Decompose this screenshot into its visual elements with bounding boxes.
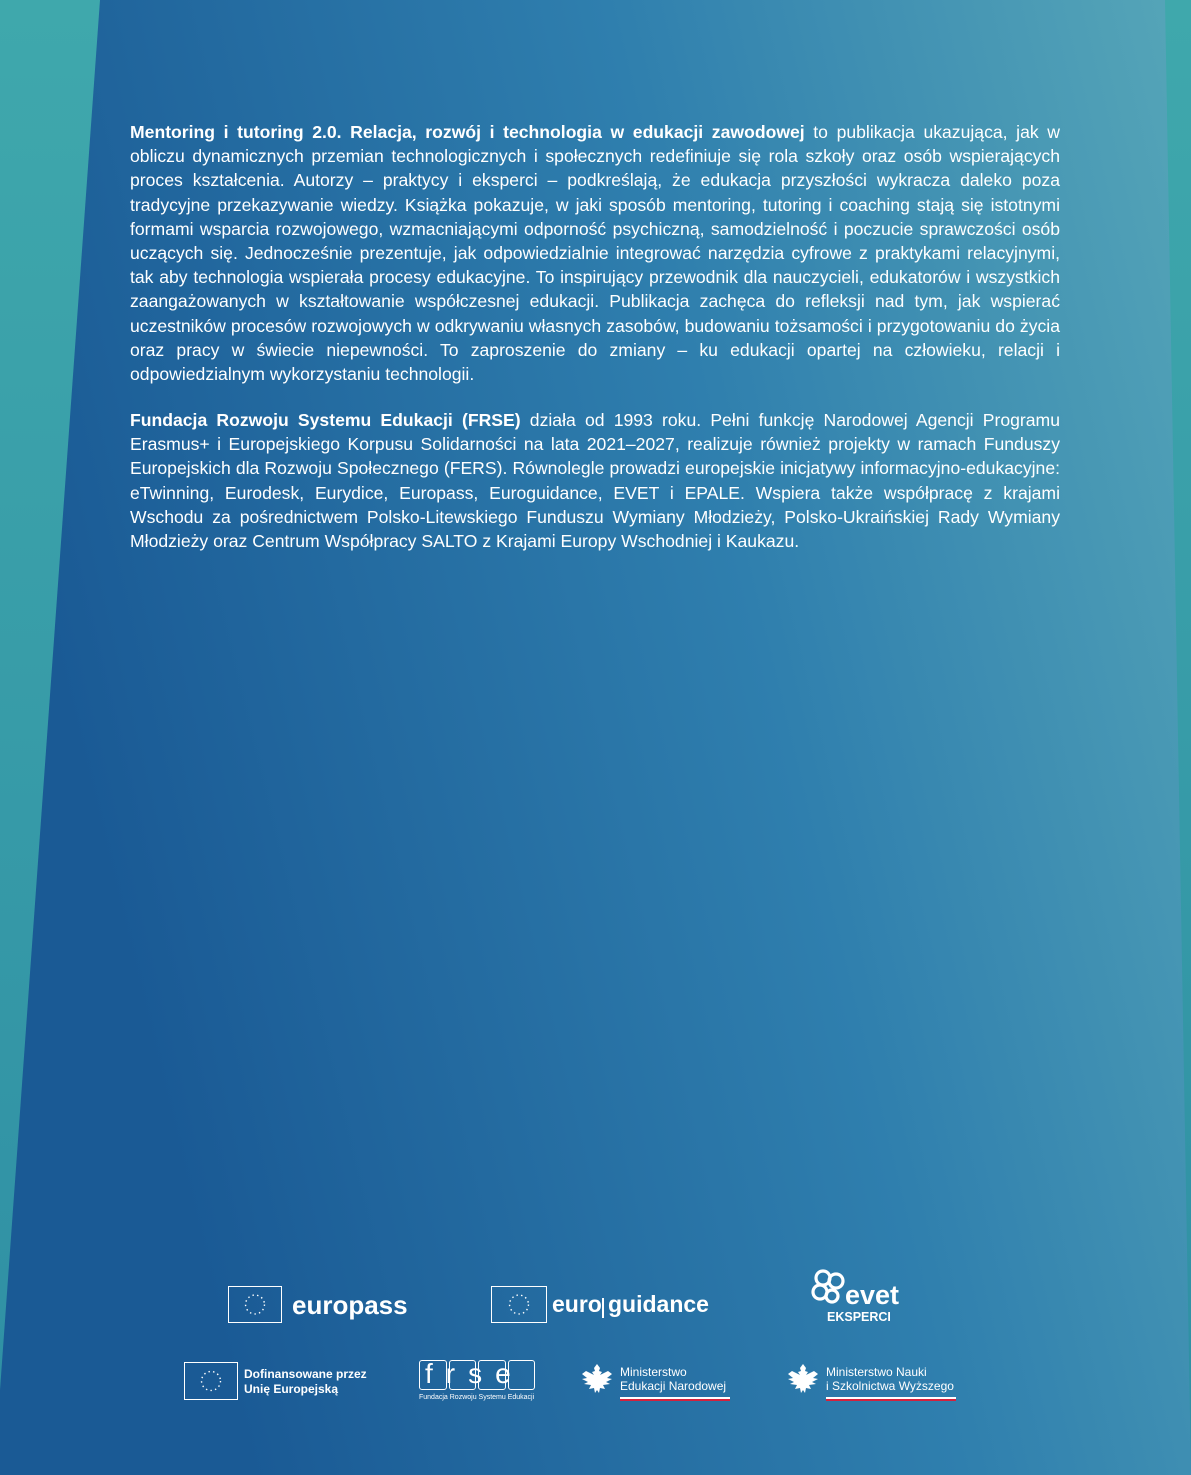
- mnisw-line-1: Ministerstwo Nauki: [826, 1365, 927, 1379]
- polish-eagle-icon: [786, 1362, 820, 1400]
- mnisw-logo: [786, 1360, 966, 1406]
- euroguidance-guidance: guidance: [608, 1291, 709, 1317]
- polish-eagle-icon: [580, 1362, 614, 1400]
- eu-cofunding-line-2: Unię Europejską: [244, 1382, 339, 1396]
- frse-subtitle: Fundacja Rozwoju Systemu Edukacji: [419, 1394, 535, 1401]
- men-line-2: Edukacji Narodowej: [620, 1379, 727, 1393]
- eu-flag-icon: [228, 1286, 282, 1323]
- frse-description-text: działa od 1993 roku. Pełni funkcję Narodowej Agencji Programu Erasmus+ i Europejskiego Korpusu Solidarności na lata 2021–2027, realizuje również projekty w ramach Funduszy Europejskich dla Rozwoju Społecznego (FERS). Równolegle prowadzi europejskie inicjatywy informacyjno-edukacyjne: eTwinning, Eurodesk, Eurydice, Europass, Euroguidance, EVET i EPALE. Wspiera także współpracę z krajami Wschodu za pośrednictwem Polsko-Litewskiego Funduszu Wymiany Młodzieży, Polsko-Ukraińskiej Rady Wymiany Młodzieży oraz Centrum Współpracy SALTO z Krajami Europy Wschodniej i Kaukazu.: [130, 410, 1060, 552]
- frse-wordmark: frse: [425, 1358, 524, 1389]
- mnisw-line-2: i Szkolnictwa Wyższego: [826, 1379, 954, 1393]
- frse-description: [130, 408, 1060, 553]
- eu-cofunding-logo: [184, 1362, 384, 1402]
- europass-wordmark: europass: [292, 1290, 408, 1320]
- eu-flag-icon: [491, 1286, 547, 1323]
- europass-logo: [228, 1286, 418, 1326]
- eu-cofunding-line-1: Dofinansowane przez: [244, 1367, 367, 1381]
- euroguidance-logo: [491, 1286, 731, 1326]
- book-description-text: to publikacja ukazująca, jak w obliczu dynamicznych przemian technologicznych i społecznych redefiniuje się rola szkoły oraz osób wspierających proces kształcenia. Autorzy – praktycy i eksperci – podkreślają, że edukacja przyszłości wykracza daleko poza tradycyjne przekazywanie wiedzy. Książka pokazuje, w jaki sposób mentoring, tutoring i coaching stają się istotnymi formami wsparcia rozwojowego, wzmacniającymi odporność psychiczną, samodzielność i poczucie sprawczości osób uczących się. Jednocześnie prezentuje, jak odpowiedzialnie integrować narzędzia cyfrowe z praktykami relacyjnymi, tak aby technologia wspierała procesy edukacyjne. To inspirujący przewodnik dla nauczycieli, edukatorów i wszystkich zaangażowanych w kształtowanie współczesnej edukacji. Publikacja zachęca do refleksji nad tym, jak wspierać uczestników procesów rozwojowych w odkrywaniu własnych zasobów, budowaniu tożsamości i przygotowaniu do życia oraz pracy w świecie niepewności. To zaproszenie do zmiany – ku edukacji opartej na człowieku, relacji i odpowiedzialnym wykorzystaniu technologii.: [130, 122, 1060, 385]
- frse-logo: [418, 1360, 540, 1406]
- polish-flag-stripe: [620, 1397, 730, 1401]
- frse-name: Fundacja Rozwoju Systemu Edukacji (FRSE): [130, 410, 521, 430]
- evet-logo: [808, 1268, 918, 1328]
- evet-wordmark: evet: [845, 1280, 900, 1310]
- evet-subtitle: EKSPERCI: [827, 1310, 891, 1324]
- men-line-1: Ministerstwo: [620, 1365, 687, 1379]
- book-description: [130, 120, 1060, 386]
- polish-flag-stripe: [826, 1397, 956, 1401]
- euroguidance-divider: [602, 1298, 604, 1318]
- book-title: Mentoring i tutoring 2.0. Relacja, rozwój i technologia w edukacji zawodowej: [130, 122, 805, 142]
- eu-flag-icon: [184, 1362, 238, 1400]
- men-logo: [580, 1360, 740, 1406]
- euroguidance-euro: euro: [552, 1291, 602, 1317]
